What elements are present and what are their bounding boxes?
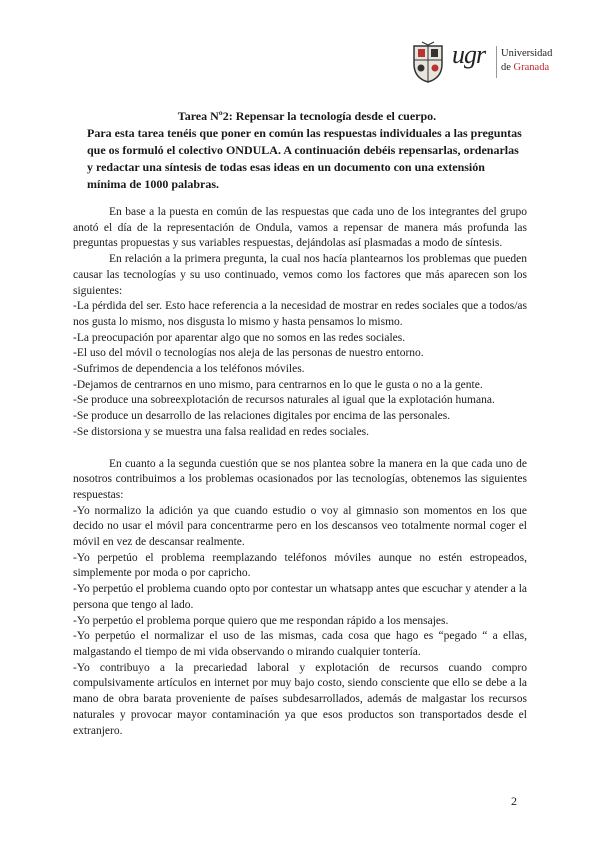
list-item: -Yo contribuyo a la precariedad laboral y explotación de recursos cuando compro compulsivamente artículos en internet por muy bajo costo, siendo consciente que ello se debe a la mano de obra barata proveniente de países subdesarrollados, además de malgastar los recursos naturales y provocar mayor contaminación ya que esos productos son transportados desde el extranjero. — [73, 661, 527, 737]
question-2-lead: En cuanto a la segunda cuestión que se nos plantea sobre la manera en la que cada uno de nosotros contribuimos a los problemas ocasionados por las tecnologías, obtenemos las siguientes respuestas: — [73, 457, 527, 501]
document-body — [73, 205, 527, 739]
list-item: -Se distorsiona y se muestra una falsa realidad en redes sociales. — [73, 425, 370, 438]
page-title: Tarea Nº2: Repensar la tecnología desde el cuerpo. — [177, 109, 437, 123]
logo-line-2 — [501, 62, 549, 73]
list-item: -Sufrimos de dependencia a los teléfonos móviles. — [73, 363, 305, 376]
list-item: -Yo perpetúo el normalizar el uso de las mismas, cada cosa que hago es “pegado “ a ellas, malgastando el tiempo de mi vida observando o mirando cualquier tontería. — [73, 630, 527, 658]
list-item: -Yo normalizo la adición ya que cuando estudio o voy al gimnasio son momentos en los que decido no usar el móvil para concentrarme pero en los descansos veo totalmente normal coger el móvil en vez de descansar realmente. — [73, 504, 527, 549]
list-item: -Dejamos de centrarnos en uno mismo, para centrarnos en lo que le gusta o no a la gente. — [73, 378, 483, 391]
task-header — [87, 108, 527, 193]
logo-line-2-de: de — [501, 62, 511, 73]
list-item: -Yo perpetúo el problema cuando opto por contestar un whatsapp antes que escuchar y atender a la persona que tengo al lado. — [73, 583, 527, 611]
paragraph-gap — [73, 441, 527, 457]
intro-paragraph: En base a la puesta en común de las respuestas que cada uno de los integrantes del grupo anotó el día de la representación de Ondula, vamos a repensar de manera más profunda las preguntas propuestas y sus variables respuestas, dejándolas así plasmadas a modo de síntesis. — [73, 206, 527, 250]
list-item: -Se produce una sobreexplotación de recursos naturales al igual que la explotación humana. — [73, 394, 495, 407]
logo-line-1: Universidad — [501, 48, 553, 59]
logo-acronym: ugr — [452, 40, 486, 69]
list-item: -Yo perpetúo el problema reemplazando teléfonos móviles aunque no estén estropeados, simplemente por moda o por capricho. — [73, 551, 527, 580]
logo-divider — [496, 46, 497, 78]
logo-line-2-name: Granada — [513, 62, 550, 73]
list-item: -La preocupación por aparentar algo que no somos en las redes sociales. — [73, 331, 406, 344]
task-instructions: Para esta tarea tenéis que poner en común las respuestas individuales a las preguntas que os formuló el colectivo ONDULA. A continuación debéis repensarlas, ordenarlas y redactar una síntesis de todas esas ideas en un documento con una extensión mínima de 1000 palabras. — [87, 126, 522, 191]
list-item: -Yo perpetúo el problema porque quiero que me respondan rápido a los mensajes. — [73, 614, 449, 627]
question-1-lead: En relación a la primera pregunta, la cual nos hacía plantearnos los problemas que pueden causar las tecnologías y su uso continuado, vemos como los factores que más aparecen son los siguientes: — [73, 253, 527, 297]
university-seal-icon — [408, 40, 448, 84]
university-logo — [408, 40, 558, 84]
page-number: 2 — [511, 794, 517, 808]
list-item: -La pérdida del ser. Esto hace referencia a la necesidad de mostrar en redes sociales que a todos/as nos gusta lo mismo, nos disgusta lo mismo y hasta pensamos lo mismo. — [73, 300, 527, 328]
list-item: -El uso del móvil o tecnologías nos aleja de las personas de nuestro entorno. — [73, 347, 424, 360]
list-item: -Se produce un desarrollo de las relaciones digitales por encima de las personales. — [73, 410, 451, 423]
